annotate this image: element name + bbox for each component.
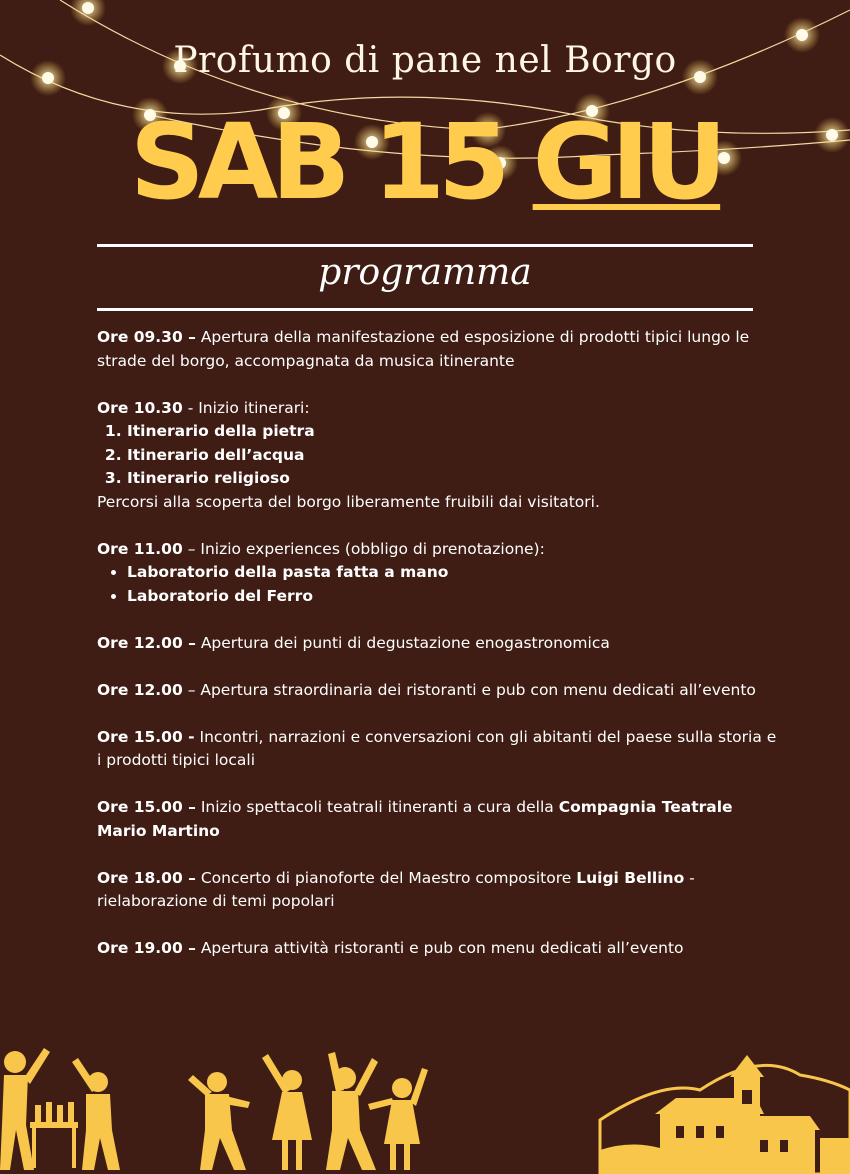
event-date-day: SAB 15 [129,101,504,223]
entry-text: – Inizio experiences (obbligo di prenotazione): [182,539,545,558]
entry-time: Ore 10.30 [97,398,183,417]
dancer-icon [368,1068,428,1170]
trumpet-player-icon [0,1048,50,1170]
table-with-bottles-icon [30,1102,78,1168]
divider-bottom [97,308,753,311]
entry-time: Ore 12.00 [97,680,183,699]
program-schedule [97,326,777,984]
schedule-entry [97,937,777,961]
entry-time: Ore 09.30 – [97,328,196,346]
light-bulb-icon [82,2,94,14]
dancer-icon [326,1052,378,1170]
entry-time: Ore 12.00 – [97,633,196,652]
experience-list [97,561,777,608]
entry-text: Inizio spettacoli teatrali itineranti a cura della [195,798,559,816]
schedule-entry [97,326,777,373]
entry-time: Ore 11.00 [97,539,183,558]
entry-text: – Apertura straordinaria dei ristoranti e pub con menu dedicati all’evento [182,680,756,699]
entry-note: Percorsi alla scoperta del borgo liberamente fruibili dai visitatori. [97,492,600,511]
schedule-entry [97,796,777,843]
event-date-month: GIU [532,101,721,223]
entry-text: Apertura della manifestazione ed esposizione di prodotti tipici lungo le strade del borgo, accompagnata da musica itinerante [97,328,750,370]
dancer-icon [188,1072,250,1170]
entry-text: Concerto di pianoforte del Maestro compositore [195,868,577,887]
entry-time: Ore 18.00 – [97,868,196,887]
schedule-entry [97,679,777,703]
program-title: programma [318,252,532,293]
list-item: 2. Itinerario dell’acqua [127,444,777,468]
list-item: 3. Itinerario religioso [127,467,777,491]
entry-text: Incontri, narrazioni e conversazioni con gli abitanti del paese sulla storia e i prodotti tipici locali [97,727,777,769]
entry-text-tail: - rielaborazione di temi popolari [97,868,695,910]
event-date [0,102,850,222]
dancer-icon [262,1054,312,1170]
divider-top [97,244,753,247]
entry-time: Ore 15.00 - [97,727,195,746]
itinerary-list [97,420,777,491]
entry-time: Ore 15.00 – [97,798,196,816]
entry-highlight: Luigi Bellino [576,868,685,887]
entry-highlight: Compagnia Teatrale Mario Martino [97,798,733,840]
schedule-entry [97,632,777,656]
drinking-man-icon [72,1058,120,1170]
village-landscape-icon [600,1055,850,1174]
schedule-entry [97,867,777,914]
schedule-entry [97,397,777,515]
schedule-entry [97,538,777,609]
entry-text: Apertura dei punti di degustazione enogastronomica [195,633,610,652]
entry-text: Apertura attività ristoranti e pub con menu dedicati all’evento [195,939,684,957]
list-item: • Laboratorio del Ferro [127,585,777,609]
entry-text: - Inizio itinerari: [182,398,310,417]
list-item: • Laboratorio della pasta fatta a mano [127,561,777,585]
festival-silhouettes-illustration [0,1030,850,1174]
list-item: 1. Itinerario della pietra [127,420,777,444]
entry-time: Ore 19.00 – [97,939,196,957]
event-subtitle: Profumo di pane nel Borgo [173,40,677,81]
schedule-entry [97,726,777,773]
